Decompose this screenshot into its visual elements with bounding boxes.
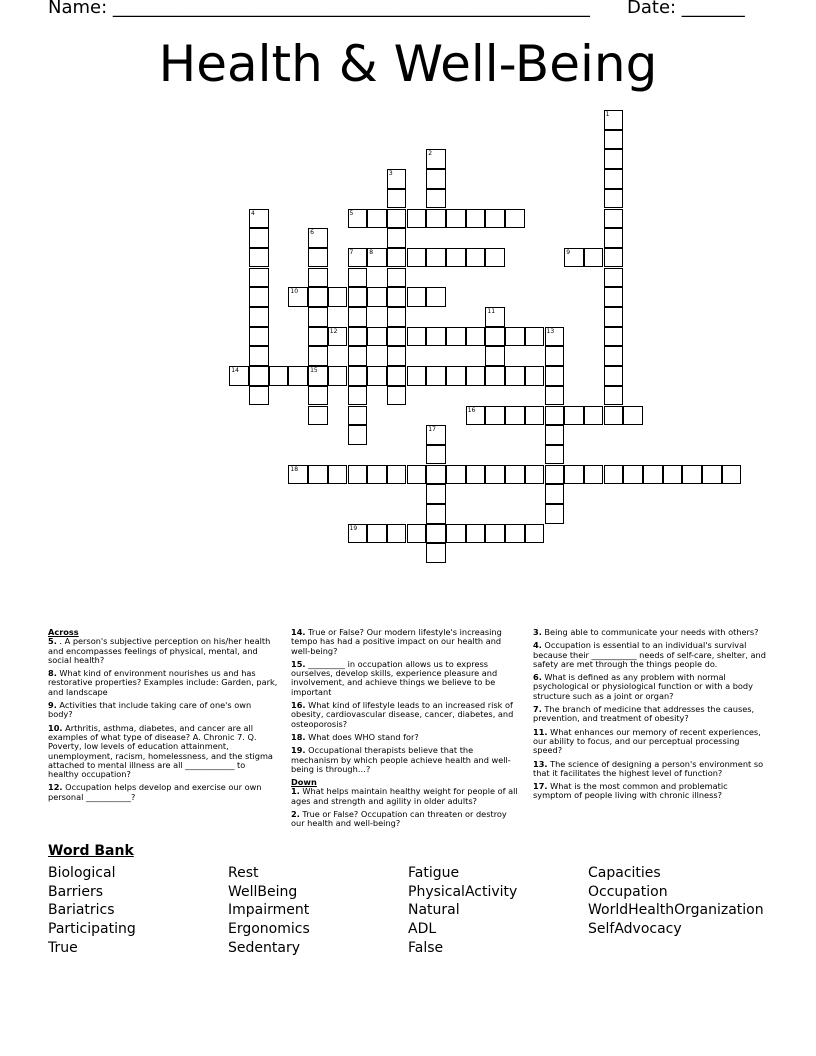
grid-cell[interactable] <box>249 366 269 386</box>
grid-cell[interactable] <box>249 307 269 327</box>
grid-cell[interactable] <box>308 268 328 288</box>
grid-cell[interactable] <box>308 386 328 406</box>
grid-cell[interactable] <box>348 524 368 544</box>
grid-cell[interactable] <box>604 248 624 268</box>
clue-number: 16 <box>467 406 476 414</box>
grid-cell[interactable] <box>348 425 368 445</box>
clue-item <box>291 628 519 656</box>
clue-text: Activities that include taking care of one's own body? <box>48 700 252 720</box>
puzzle-title: Health & Well-Being <box>158 35 658 93</box>
grid-cell[interactable] <box>308 248 328 268</box>
clue-item <box>48 724 278 780</box>
grid-cell[interactable] <box>545 445 565 465</box>
grid-cell[interactable] <box>446 524 466 544</box>
clue-number: 17 <box>428 426 436 434</box>
clue-number: 10 <box>290 288 299 296</box>
across-heading: Across <box>48 627 79 637</box>
word-bank-column <box>228 864 310 958</box>
grid-cell[interactable] <box>466 524 486 544</box>
clue-text: Occupational therapists believe that the mechanism by which people achieve health and well-being is through…? <box>291 745 511 774</box>
grid-cell[interactable] <box>387 209 407 229</box>
grid-cell[interactable] <box>249 228 269 248</box>
grid-cell[interactable] <box>426 425 446 445</box>
grid-cell[interactable] <box>367 327 387 347</box>
clue-item <box>291 810 519 829</box>
grid-cell[interactable] <box>328 366 348 386</box>
down-clue-list <box>291 787 519 828</box>
grid-cell[interactable] <box>348 465 368 485</box>
clue-number: 6 <box>310 229 314 237</box>
grid-cell[interactable] <box>604 110 624 130</box>
grid-cell[interactable] <box>702 465 722 485</box>
grid-cell[interactable] <box>643 465 663 485</box>
grid-cell[interactable] <box>426 445 446 465</box>
clue-item <box>48 669 278 697</box>
clue-number: 9 <box>566 248 571 256</box>
grid-cell[interactable] <box>348 307 368 327</box>
clue-item <box>533 628 768 637</box>
grid-cell[interactable] <box>387 287 407 307</box>
grid-cell[interactable] <box>604 130 624 150</box>
word-bank-title: Word Bank <box>48 843 134 859</box>
clue-text: True or False? Our modern lifestyle's increasing tempo has had a positive impact on our health and well-being? <box>291 627 502 656</box>
grid-cell[interactable] <box>604 287 624 307</box>
clue-text: What kind of environment nourishes us and has restorative properties? Examples include: Garden, park, and landscape <box>48 668 278 697</box>
grid-cell[interactable] <box>604 307 624 327</box>
grid-cell[interactable] <box>407 209 427 229</box>
grid-cell[interactable] <box>446 327 466 347</box>
clue-number: 8. <box>48 668 57 679</box>
grid-cell[interactable] <box>485 209 505 229</box>
grid-cell[interactable] <box>505 366 525 386</box>
clue-item <box>48 637 278 665</box>
clue-text: What kind of lifestyle leads to an increased risk of obesity, cardiovascular disease, cancer, diabetes, and osteoporosis? <box>291 700 514 729</box>
word-bank-item: Barriers <box>48 883 104 900</box>
grid-cell[interactable] <box>387 307 407 327</box>
word-bank-item: Participating <box>48 921 136 938</box>
grid-cell[interactable] <box>564 465 584 485</box>
clue-number: 3. <box>533 627 542 637</box>
clue-number: 18. <box>291 731 306 742</box>
clue-number: 16. <box>291 700 306 711</box>
word-bank-item: SelfAdvocacy <box>588 921 682 938</box>
grid-cell[interactable] <box>269 366 289 386</box>
clue-number: 5. <box>48 636 57 647</box>
grid-cell[interactable] <box>466 366 486 386</box>
grid-cell[interactable] <box>485 366 505 386</box>
grid-cell[interactable] <box>525 406 545 426</box>
grid-cell[interactable] <box>505 406 525 426</box>
grid-cell[interactable] <box>308 346 328 366</box>
grid-cell[interactable] <box>446 209 466 229</box>
clue-number: 17. <box>533 781 548 792</box>
grid-cell[interactable] <box>505 524 525 544</box>
grid-cell[interactable] <box>387 268 407 288</box>
word-bank-item: WellBeing <box>228 883 298 900</box>
grid-cell[interactable] <box>426 287 446 307</box>
grid-cell[interactable] <box>466 406 486 426</box>
clue-text: Arthritis, asthma, diabetes, and cancer are all examples of what type of disease? A. Chronic 7. Q. Poverty, low levels of education attainment, unemployment, racism, homelessness, and the stigma attached to mental illness are all ____________ to healthy occupation? <box>48 722 273 780</box>
word-bank-item: True <box>48 939 78 956</box>
clue-column-1 <box>48 628 278 806</box>
clue-text: What does WHO stand for? <box>305 731 419 742</box>
clue-number: 4 <box>251 209 255 217</box>
grid-cell[interactable] <box>387 386 407 406</box>
word-bank-item: Ergonomics <box>228 921 310 938</box>
clue-text: Occupation is essential to an individual's survival because their ___________ needs of self-care, shelter, and safety are met through the things people do. <box>533 640 766 669</box>
grid-cell[interactable] <box>387 248 407 268</box>
word-bank-item: WorldHealthOrganization <box>588 902 764 919</box>
grid-cell[interactable] <box>604 327 624 347</box>
grid-cell[interactable] <box>466 465 486 485</box>
grid-cell[interactable] <box>387 327 407 347</box>
grid-cell[interactable] <box>426 169 446 189</box>
clue-number: 13. <box>533 758 548 769</box>
clue-number: 5 <box>349 209 354 217</box>
clue-text: What helps maintain healthy weight for people of all ages and strength and agility in older adults? <box>291 786 518 806</box>
grid-cell[interactable] <box>288 366 308 386</box>
clue-item <box>48 783 278 802</box>
clue-text: . A person's subjective perception on his/her health and encompasses feelings of physical, mental, and social health? <box>48 636 271 665</box>
grid-cell[interactable] <box>525 465 545 485</box>
word-bank-item: Fatigue <box>408 865 460 881</box>
grid-cell[interactable] <box>545 504 565 524</box>
grid-cell[interactable] <box>348 406 368 426</box>
grid-cell[interactable] <box>407 524 427 544</box>
grid-cell[interactable] <box>485 307 505 327</box>
clue-number: 14. <box>291 627 306 637</box>
grid-cell[interactable] <box>545 465 565 485</box>
grid-cell[interactable] <box>288 465 308 485</box>
clue-number: 15. <box>291 658 306 669</box>
grid-cell[interactable] <box>308 366 328 386</box>
grid-cell[interactable] <box>387 189 407 209</box>
clue-item <box>533 673 768 701</box>
grid-cell[interactable] <box>604 465 624 485</box>
word-bank-item: ADL <box>408 921 437 938</box>
grid-cell[interactable] <box>288 287 308 307</box>
grid-cell[interactable] <box>604 189 624 209</box>
clue-number: 10. <box>48 722 63 733</box>
grid-cell[interactable] <box>367 287 387 307</box>
grid-cell[interactable] <box>308 307 328 327</box>
grid-cell[interactable] <box>367 209 387 229</box>
clue-column-2 <box>291 628 519 833</box>
clue-number: 3 <box>388 170 393 178</box>
grid-cell[interactable] <box>545 366 565 386</box>
grid-cell[interactable] <box>604 169 624 189</box>
grid-cell[interactable] <box>387 465 407 485</box>
grid-cell[interactable] <box>387 366 407 386</box>
clue-item <box>533 782 768 801</box>
grid-cell[interactable] <box>308 287 328 307</box>
grid-cell[interactable] <box>407 366 427 386</box>
grid-cell[interactable] <box>387 346 407 366</box>
grid-cell[interactable] <box>446 248 466 268</box>
grid-cell[interactable] <box>328 287 348 307</box>
down-heading: Down <box>291 777 317 788</box>
grid-cell[interactable] <box>564 406 584 426</box>
grid-cell[interactable] <box>604 386 624 406</box>
clue-number: 4. <box>533 640 542 651</box>
grid-cell[interactable] <box>426 543 446 563</box>
grid-cell[interactable] <box>584 406 604 426</box>
grid-cell[interactable] <box>328 327 348 347</box>
clue-number: 19 <box>349 524 358 532</box>
grid-cell[interactable] <box>545 327 565 347</box>
down-clue-list <box>533 628 768 801</box>
grid-cell[interactable] <box>545 425 565 445</box>
grid-cell[interactable] <box>485 327 505 347</box>
clue-number: 11 <box>487 308 496 315</box>
grid-cell[interactable] <box>426 366 446 386</box>
grid-cell[interactable] <box>485 248 505 268</box>
clue-item <box>533 760 768 779</box>
grid-cell[interactable] <box>485 524 505 544</box>
clue-number: 1 <box>605 111 610 118</box>
grid-cell[interactable] <box>722 465 742 485</box>
clue-item <box>291 733 519 742</box>
clue-number: 9. <box>48 700 57 711</box>
grid-cell[interactable] <box>466 209 486 229</box>
grid-cell[interactable] <box>367 465 387 485</box>
grid-cell[interactable] <box>604 268 624 288</box>
clue-text: Occupation helps develop and exercise our own personal ___________? <box>48 782 262 802</box>
grid-cell[interactable] <box>426 465 446 485</box>
clue-item <box>533 728 768 756</box>
clue-number: 1. <box>291 786 300 797</box>
grid-cell[interactable] <box>682 465 702 485</box>
grid-cell[interactable] <box>584 248 604 268</box>
clue-number: 12. <box>48 782 63 793</box>
grid-cell[interactable] <box>308 406 328 426</box>
clue-text: What is defined as any problem with normal psychological or physiological function or with a body structure such as a joint or organ? <box>533 672 753 701</box>
clue-item <box>291 660 519 697</box>
grid-cell[interactable] <box>367 248 387 268</box>
grid-cell[interactable] <box>348 248 368 268</box>
grid-cell[interactable] <box>407 248 427 268</box>
clue-item <box>533 705 768 724</box>
clue-text: The branch of medicine that addresses the causes, prevention, and treatment of obesity? <box>533 704 755 724</box>
grid-cell[interactable] <box>249 346 269 366</box>
grid-cell[interactable] <box>545 484 565 504</box>
word-bank-item: Sedentary <box>228 939 300 956</box>
grid-cell[interactable] <box>604 366 624 386</box>
grid-cell[interactable] <box>249 248 269 268</box>
grid-cell[interactable] <box>308 228 328 248</box>
grid-cell[interactable] <box>348 366 368 386</box>
grid-cell[interactable] <box>466 248 486 268</box>
grid-cell[interactable] <box>348 287 368 307</box>
grid-cell[interactable] <box>505 209 525 229</box>
grid-cell[interactable] <box>623 406 643 426</box>
grid-cell[interactable] <box>249 386 269 406</box>
date-line: Date: _______ <box>627 0 745 18</box>
clue-number: 19. <box>291 745 306 756</box>
clue-item <box>533 641 768 669</box>
grid-cell[interactable] <box>249 268 269 288</box>
grid-cell[interactable] <box>485 465 505 485</box>
grid-cell[interactable] <box>545 346 565 366</box>
grid-cell[interactable] <box>348 268 368 288</box>
grid-cell[interactable] <box>564 248 584 268</box>
word-bank-item: Impairment <box>228 902 310 919</box>
clue-item <box>291 701 519 729</box>
grid-cell[interactable] <box>426 248 446 268</box>
grid-cell[interactable] <box>426 327 446 347</box>
clue-number: 15 <box>310 367 318 375</box>
grid-cell[interactable] <box>367 524 387 544</box>
grid-cell[interactable] <box>387 228 407 248</box>
grid-cell[interactable] <box>525 366 545 386</box>
grid-cell[interactable] <box>249 209 269 229</box>
grid-cell[interactable] <box>604 209 624 229</box>
clue-text: Being able to communicate your needs with others? <box>541 627 759 637</box>
grid-cell[interactable] <box>623 465 643 485</box>
grid-cell[interactable] <box>387 524 407 544</box>
grid-cell[interactable] <box>348 346 368 366</box>
grid-cell[interactable] <box>407 465 427 485</box>
word-bank-column <box>48 864 136 958</box>
grid-cell[interactable] <box>229 366 249 386</box>
grid-cell[interactable] <box>446 465 466 485</box>
grid-cell[interactable] <box>604 228 624 248</box>
grid-cell[interactable] <box>308 327 328 347</box>
clue-text: The science of designing a person's environment so that it facilitates the highest level of function? <box>533 758 764 778</box>
clue-number: 18 <box>290 465 299 473</box>
grid-cell[interactable] <box>604 406 624 426</box>
grid-cell[interactable] <box>663 465 683 485</box>
clue-number: 6. <box>533 672 542 683</box>
grid-cell[interactable] <box>604 149 624 169</box>
clue-item <box>291 787 519 806</box>
clue-number: 7 <box>349 248 354 256</box>
grid-cell[interactable] <box>485 346 505 366</box>
clue-text: True or False? Occupation can threaten or destroy our health and well-being? <box>291 809 507 829</box>
name-line: Name: _____________________________________________________ <box>48 0 590 18</box>
word-bank-item: Capacities <box>588 865 661 881</box>
grid-cell[interactable] <box>249 287 269 307</box>
across-clue-list <box>48 637 278 802</box>
grid-cell[interactable] <box>426 504 446 524</box>
grid-cell[interactable] <box>348 386 368 406</box>
grid-cell[interactable] <box>426 149 446 169</box>
grid-cell[interactable] <box>328 465 348 485</box>
grid-cell[interactable] <box>426 524 446 544</box>
clue-number: 2 <box>428 150 433 158</box>
grid-cell[interactable] <box>426 484 446 504</box>
clue-number: 11. <box>533 726 548 737</box>
word-bank-column <box>408 864 517 958</box>
grid-cell[interactable] <box>466 327 486 347</box>
word-bank-item: Bariatrics <box>48 902 115 919</box>
grid-cell[interactable] <box>407 327 427 347</box>
clue-number: 12 <box>329 327 338 335</box>
clue-number: 8 <box>369 248 374 256</box>
grid-cell[interactable] <box>426 189 446 209</box>
word-bank-column <box>588 864 764 939</box>
grid-cell[interactable] <box>485 406 505 426</box>
grid-cell[interactable] <box>348 209 368 229</box>
grid-cell[interactable] <box>545 406 565 426</box>
clue-number: 7. <box>533 704 542 715</box>
clue-number: 13 <box>546 327 555 335</box>
grid-cell[interactable] <box>505 327 525 347</box>
clue-number: 14 <box>231 367 239 375</box>
clue-text: What enhances our memory of recent experiences, our ability to focus, and our perceptual processing speed? <box>533 726 761 756</box>
grid-cell[interactable] <box>387 169 407 189</box>
across-clue-list <box>291 628 519 774</box>
clue-text: What is the most common and problematic symptom of people living with chronic illness? <box>533 781 728 801</box>
grid-cell[interactable] <box>505 465 525 485</box>
grid-cell[interactable] <box>525 327 545 347</box>
grid-cell[interactable] <box>407 287 427 307</box>
grid-cell[interactable] <box>545 386 565 406</box>
clue-item <box>48 701 278 720</box>
word-bank-item: Rest <box>228 865 259 881</box>
grid-cell[interactable] <box>525 524 545 544</box>
clue-text: _________ in occupation allows us to express ourselves, develop skills, experience pleasure and involvement, and achieve things we believe to be important <box>291 658 498 697</box>
word-bank-item: PhysicalActivity <box>408 883 518 900</box>
word-bank-item: False <box>408 939 444 956</box>
clue-item <box>291 746 519 774</box>
grid-cell[interactable] <box>367 366 387 386</box>
word-bank-item: Occupation <box>588 883 668 900</box>
word-bank-item: Natural <box>408 902 460 919</box>
word-bank-item: Biological <box>48 865 116 881</box>
clue-column-3 <box>533 628 768 805</box>
clue-number: 2. <box>291 809 300 820</box>
grid-cell[interactable] <box>584 465 604 485</box>
grid-cell[interactable] <box>249 327 269 347</box>
grid-cell[interactable] <box>426 209 446 229</box>
grid-cell[interactable] <box>348 327 368 347</box>
grid-cell[interactable] <box>308 465 328 485</box>
grid-cell[interactable] <box>604 346 624 366</box>
grid-cell[interactable] <box>446 366 466 386</box>
